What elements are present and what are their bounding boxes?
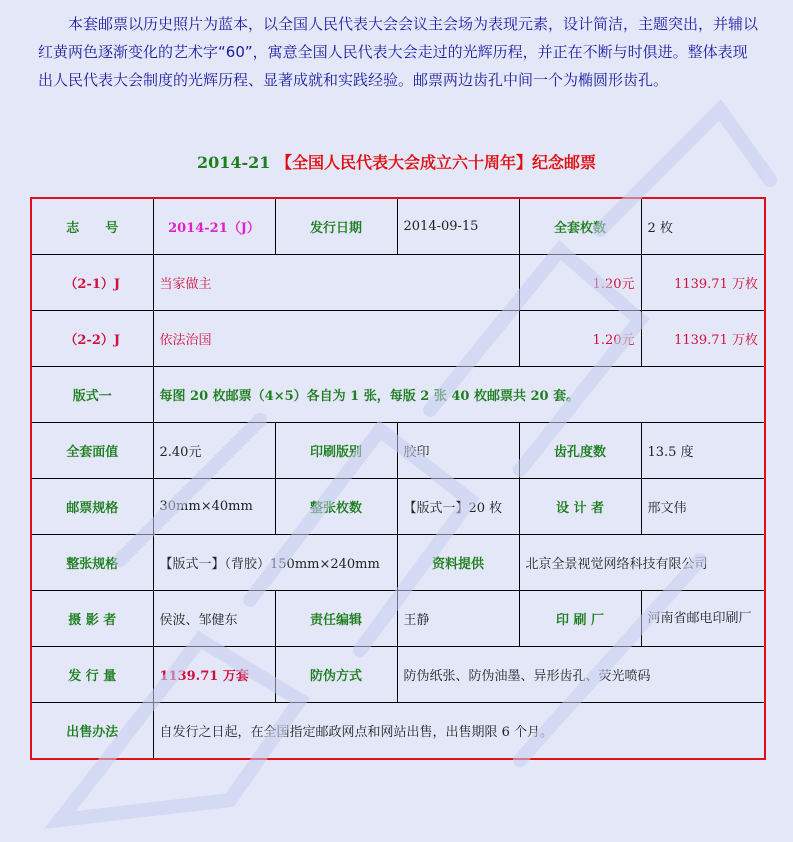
label-editor: 责任编辑 [275,591,397,647]
label-source: 资料提供 [397,535,519,591]
stamp-qty-1: 1139.71 万枚 [641,255,765,311]
value-print-method: 胶印 [397,423,519,479]
stamp-info-table [30,197,766,760]
label-designer: 设 计 者 [519,479,641,535]
value-photographer: 侯波、邹健东 [153,591,275,647]
stamp-code-2: （2-2）J [31,311,153,367]
table-row [31,703,765,760]
table-row [31,647,765,703]
label-circulation: 发 行 量 [31,647,153,703]
value-anti-counterfeit: 防伪纸张、防伪油墨、异形齿孔、荧光喷码 [397,647,765,703]
label-stamp-size: 邮票规格 [31,479,153,535]
intro-paragraph: 本套邮票以历史照片为蓝本，以全国人民代表大会会议主会场为表现元素，设计简洁，主题突出，并辅以红黄两色逐渐变化的艺术字“60”，寓意全国人民代表大会走过的光辉历程，并正在不断与时俱进。整体表现出人民代表大会制度的光辉历程、显著成就和实践经验。邮票两边齿孔中间一个为椭圆形齿孔。 [38,15,759,89]
value-face-value: 2.40元 [153,423,275,479]
table-row [31,423,765,479]
value-serial: 2014-21（J） [153,198,275,255]
value-printer: 河南省邮电印刷厂 [641,591,765,647]
label-printer: 印 刷 厂 [519,591,641,647]
table-row [31,198,765,255]
title-code: 2014-21 [196,153,271,172]
label-set-count: 全套枚数 [519,198,641,255]
value-editor: 王静 [397,591,519,647]
label-issue-date: 发行日期 [275,198,397,255]
value-source: 北京全景视觉网络科技有限公司 [519,535,765,591]
stamp-code-1: （2-1）J [31,255,153,311]
title-name: 【全国人民代表大会成立六十周年】纪念邮票 [276,153,597,172]
stamp-name-2: 依法治国 [153,311,519,367]
stamp-qty-2: 1139.71 万枚 [641,311,765,367]
table-row [31,367,765,423]
table-row [31,479,765,535]
table-row [31,255,765,311]
label-sale-method: 出售办法 [31,703,153,760]
stamp-price-2: 1.20元 [519,311,641,367]
stamp-price-1: 1.20元 [519,255,641,311]
table-row [31,311,765,367]
value-sheet-size: 【版式一】（背胶）150mm×240mm [153,535,397,591]
label-sheet-count: 整张枚数 [275,479,397,535]
value-designer: 邢文伟 [641,479,765,535]
page-title [0,150,793,173]
value-issue-date: 2014-09-15 [397,198,519,255]
label-face-value: 全套面值 [31,423,153,479]
value-circulation: 1139.71 万套 [153,647,275,703]
label-print-method: 印刷版别 [275,423,397,479]
label-sheet-size: 整张规格 [31,535,153,591]
label-anti-counterfeit: 防伪方式 [275,647,397,703]
label-perforation: 齿孔度数 [519,423,641,479]
table-row [31,535,765,591]
value-perforation: 13.5 度 [641,423,765,479]
table-row [31,591,765,647]
label-serial: 志 号 [31,198,153,255]
stamp-name-1: 当家做主 [153,255,519,311]
label-format: 版式一 [31,367,153,423]
label-photographer: 摄 影 者 [31,591,153,647]
value-sale-method: 自发行之日起，在全国指定邮政网点和网站出售，出售期限 6 个月。 [153,703,765,760]
value-set-count: 2 枚 [641,198,765,255]
value-sheet-count: 【版式一】20 枚 [397,479,519,535]
value-format: 每图 20 枚邮票（4×5）各自为 1 张，每版 2 张 40 枚邮票共 20 套。 [153,367,765,423]
value-stamp-size: 30mm×40mm [153,479,275,535]
